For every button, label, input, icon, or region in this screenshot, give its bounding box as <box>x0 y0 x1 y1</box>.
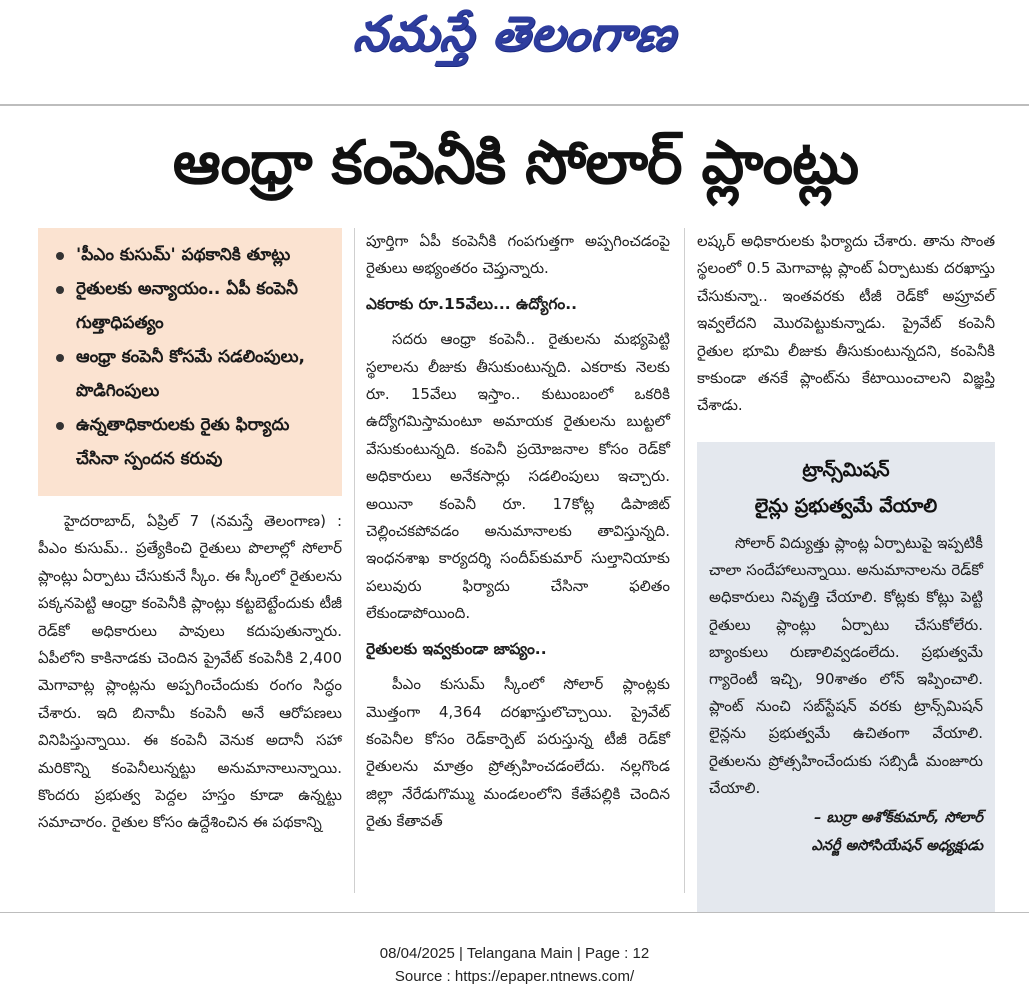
highlights-box <box>38 228 342 496</box>
bullet-icon <box>56 252 64 260</box>
bottom-divider <box>0 912 1029 913</box>
highlight-item: రైతులకు అన్యాయం.. ఏపీ కంపెనీ గుత్తాధిపత్యం <box>56 272 332 340</box>
bullet-icon <box>56 286 64 294</box>
article-paragraph: సదరు ఆంధ్రా కంపెనీ.. రైతులను మభ్యపెట్టి స్థలాలను లీజుకు తీసుకుంటున్నది. ఎకరాకు నెలకు రూ. 15వేలు ఇస్తాం.. కుటుంబంలో ఒకరికి ఉద్యోగమిస్తామంటూ అమాయక రైతులను బుట్టలో వేసుకుంటున్నది. కంపెనీ ప్రయోజనాల కోసం రెడ్‌కో అధికారులు అనేకసార్లు సడలింపులు ఇచ్చారు. అయినా కంపెనీ రూ. 17కోట్ల డిపాజిట్ చెల్లించకపోవడం అనుమానాలకు తావిస్తున్నది. ఇంధనశాఖ కార్యదర్శి సందీప్‌కుమార్ సుల్తానియాకు పలువురు ఫిర్యాదు చేసినా ఫలితం లేకుండాపోయింది. <box>366 330 670 623</box>
headline: ఆంధ్రా కంపెనీకి సోలార్ ప్లాంట్లు <box>172 128 859 198</box>
highlight-item: 'పీఎం కుసుమ్' పథకానికి తూట్లు <box>56 238 332 272</box>
highlight-item: ఆంధ్రా కంపెనీ కోసమే సడలింపులు, పొడిగింపులు <box>56 340 332 408</box>
masthead <box>0 0 1029 76</box>
subheading: ఎకరాకు రూ.15వేలు... ఉద్యోగం.. <box>366 294 577 313</box>
article-paragraph: హైదరాబాద్, ఏప్రిల్ 7 (నమస్తే తెలంగాణ) : పీఎం కుసుమ్.. ప్రత్యేకించి రైతులు పొలాల్లో సోలార్ ప్లాంట్లు ఏర్పాటు చేసుకునే స్కీం. ఈ స్కీంలో రైతులను పక్కనపెట్టి ఆంధ్రా కంపెనీకి ప్లాంట్లు కట్టబెట్టేందుకు టీజీ రెడ్‌కో అధికారులు పావులు కదుపుతున్నారు. ఏపీలోని కాకినాడకు చెందిన ప్రైవేట్ కంపెనీకి 2,400 మెగావాట్ల ప్లాంట్లను అప్పగించేందుకు రంగం సిద్ధం చేశారు. ఇది బినామీ కంపెనీ అనే ఆరోపణలు వినిపిస్తున్నాయి. ఈ కంపెనీ వెనుక అదానీ సహా మరికొన్ని కంపెనీలున్నట్టు అనుమానాలున్నాయి. కొందరు ప్రభుత్వ పెద్దల హస్తం కూడా ఉన్నట్టు సమాచారం. రైతుల కోసం ఉద్దేశించిన ఈ పథకాన్ని <box>38 512 342 832</box>
column-divider <box>354 228 355 893</box>
quote-signature: – బుర్రా అశోక్‌కుమార్, సోలార్ ఎనర్జీ అసోసియేషన్ అధ్యక్షుడు <box>811 810 983 855</box>
subheading: రైతులకు ఇవ్వకుండా జాప్యం.. <box>366 639 547 658</box>
footer-source: Source : https://epaper.ntnews.com/ <box>394 968 635 985</box>
bullet-icon <box>56 422 64 430</box>
article-column-2 <box>366 228 670 836</box>
article-paragraph: పూర్తిగా ఏపీ కంపెనీకి గంపగుత్తగా అప్పగించడంపై రైతులు అభ్యంతరం చెప్తున్నారు. <box>366 232 670 278</box>
top-divider <box>0 104 1029 106</box>
column-divider <box>684 228 685 893</box>
quote-box-title: ట్రాన్స్‌మిషన్ లైన్లు ప్రభుత్వమే వేయాలి <box>754 459 938 517</box>
article-paragraph: పీఎం కుసుమ్ స్కీంలో సోలార్ ప్లాంట్లకు మొత్తంగా 4,364 దరఖాస్తులొచ్చాయి. ప్రైవేట్ కంపెనీల కోసం రెడ్‌కార్పెట్ పరుస్తున్న టీజీ రెడ్‌కో రైతులను మాత్రం ప్రోత్సహించడంలేదు. నల్లగొండ జిల్లా నేరేడుగొమ్ము మండలంలోని కేతేపల్లికి చెందిన రైతు కేతావత్ <box>366 675 670 831</box>
quote-box-text: సోలార్ విద్యుత్తు ప్లాంట్ల ఏర్పాటుపై ఇప్పటికీ చాలా సందేహాలున్నాయి. అనుమానాలను రెడ్‌కో అధికారులు నివృత్తి చేయాలి. కోట్లకు కోట్లు పెట్టి రైతులు ప్లాంట్లు ఏర్పాటు చేసుకోలేరు. బ్యాంకులు రుణాలివ్వడంలేదు. ప్రభుత్వమే గ్యారెంటీ ఇచ్చి, 90శాతం లోన్ ఇప్పించాలి. ప్లాంట్ నుంచి సబ్‌స్టేషన్ వరకు ట్రాన్స్‌మిషన్ లైన్లను ప్రభుత్వమే ఉచితంగా వేయాలి. రైతులను ప్రోత్సహించేందుకు సబ్సిడీ మంజూరు చేయాలి. <box>709 534 983 797</box>
article-paragraph: లష్కర్ అధికారులకు ఫిర్యాదు చేశారు. తాను సొంత స్థలంలో 0.5 మెగావాట్ల ప్లాంట్ ఏర్పాటుకు దరఖాస్తు చేసుకున్నా.. ఇంతవరకు టీజీ రెడ్‌కో అప్రూవల్ ఇవ్వలేదని మొరపెట్టుకున్నాడు. ప్రైవేట్ కంపెనీ రైతుల భూమి లీజుకు తీసుకుంటున్నదని, కంపెనీకి కాకుండా తనకే ప్లాంట్‌ను కేటాయించాలని విజ్ఞప్తి చేశాడు. <box>697 232 995 415</box>
masthead-logo: నమస్తే తెలంగాణ <box>350 6 680 62</box>
highlight-item: ఉన్నతాధికారులకు రైతు ఫిర్యాదు చేసినా స్పందన కరువు <box>56 408 332 476</box>
quote-box <box>697 442 995 912</box>
article-column-1 <box>38 508 342 837</box>
article-column-3 <box>697 228 995 420</box>
footer <box>0 942 1029 988</box>
footer-date-page: 08/04/2025 | Telangana Main | Page : 12 <box>379 945 650 962</box>
bullet-icon <box>56 354 64 362</box>
